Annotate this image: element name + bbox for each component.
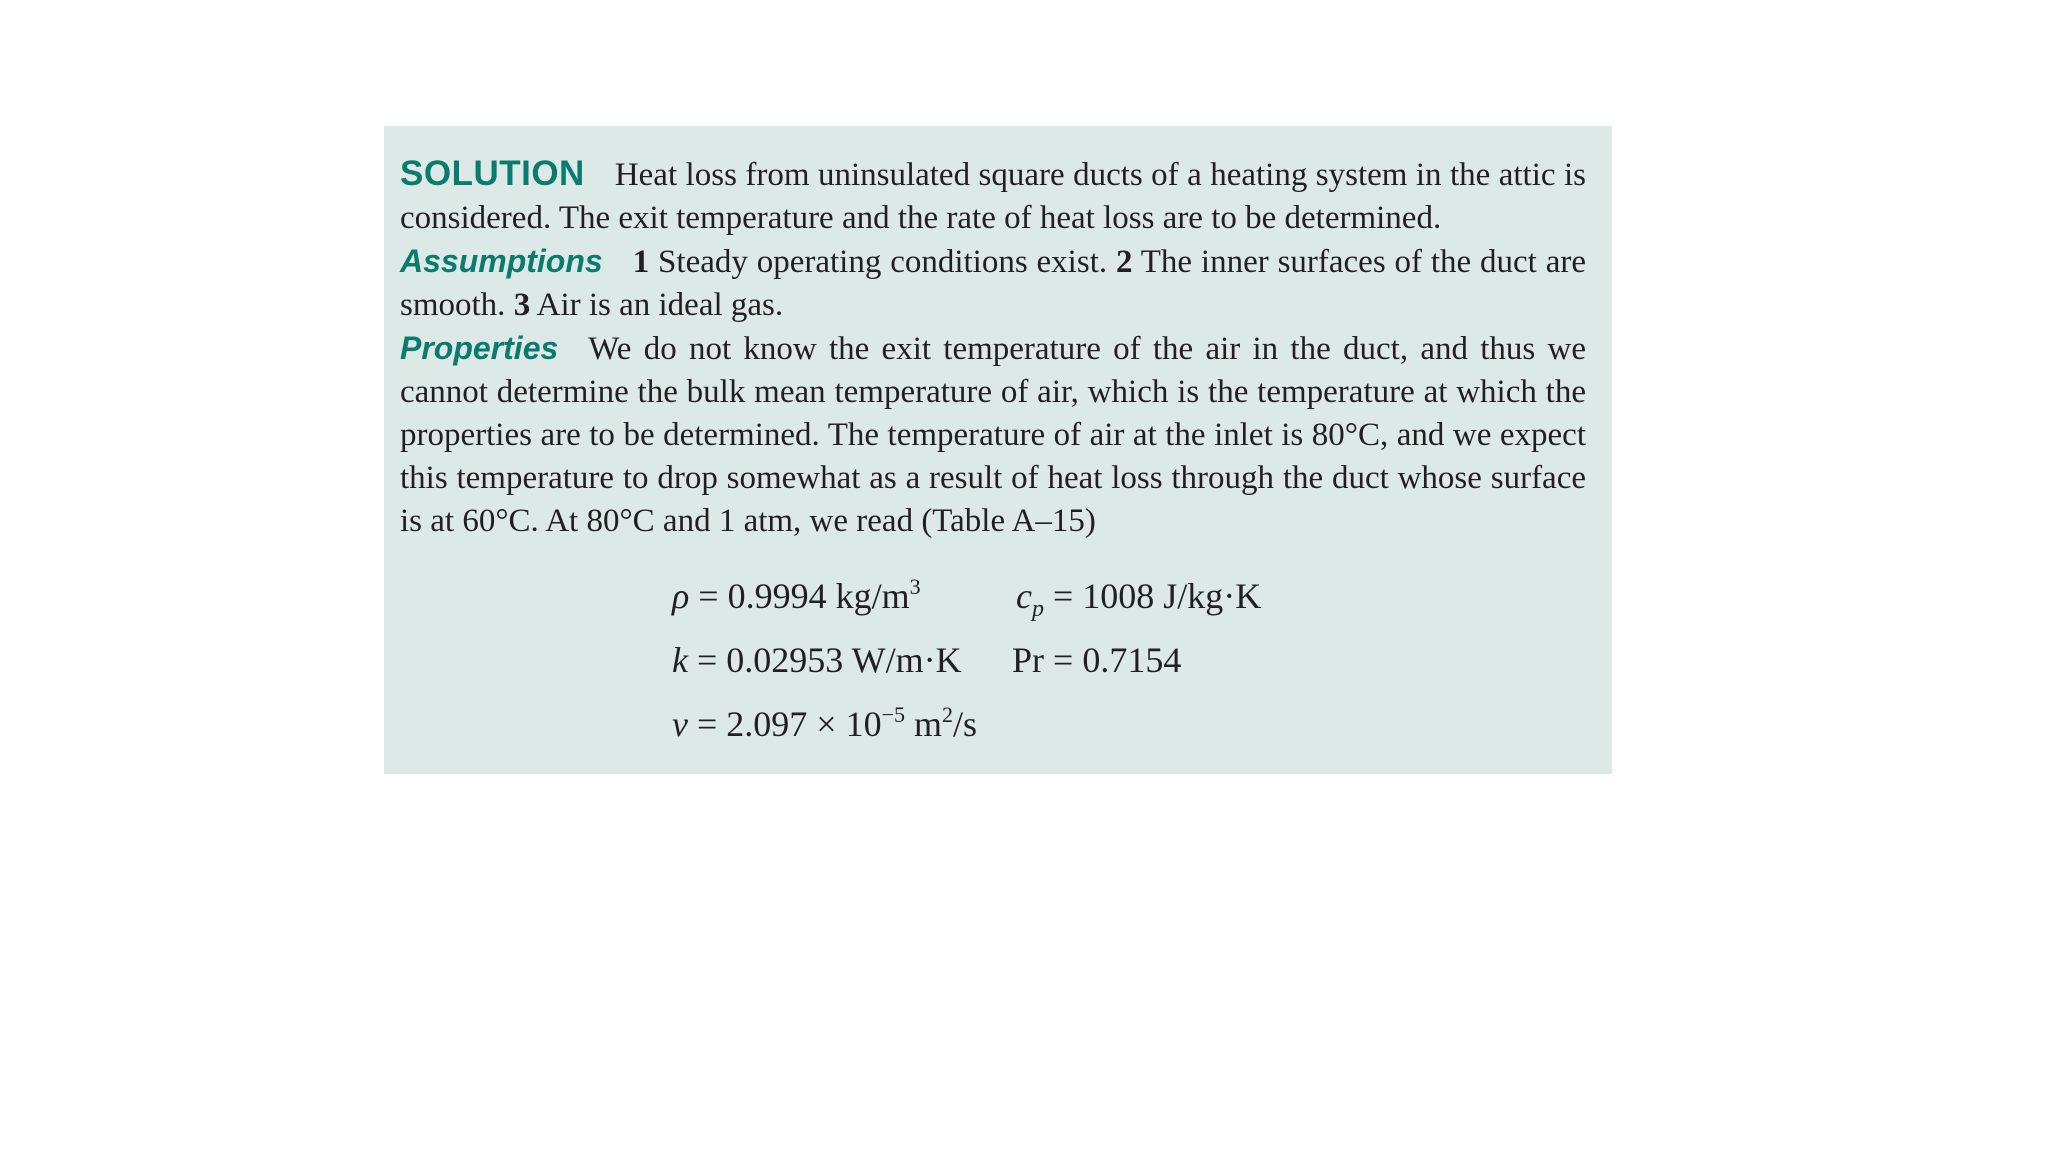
prandtl-equation: Pr = 0.7154 — [1012, 640, 1182, 680]
viscosity-equation: $\nu = 2.097 \times 10^{-5}$ $m^2/s$ — [672, 702, 978, 744]
properties-paragraph — [400, 327, 1586, 543]
solution-panel — [384, 126, 1612, 774]
specific-heat-equation: $c_p = 1008$ J/kg·K — [1016, 576, 1262, 622]
solution-text: Heat loss from uninsulated square ducts of a heating system in the attic is considered. The exit temperature and the rate of heat loss are to be determined. — [400, 157, 1586, 236]
density-equation: ρ = 0.9994 $kg/m^3$ — [672, 574, 921, 616]
properties-text: We do not know the exit temperature of the air in the duct, and thus we cannot determine the bulk mean temperature of air, which is the temperature at which the properties are to be determined. The temperature of air at the inlet is 80°C, and we expect this temperature to drop somewhat as a result of heat loss through the duct whose surface is at 60°C. At 80°C and 1 atm, we read (Table A–15) — [400, 331, 1586, 539]
conductivity-equation: k = 0.02953 W/m·K — [672, 640, 962, 680]
properties-heading: Properties — [400, 330, 559, 366]
assumption-number: 1 — [632, 244, 650, 280]
solution-heading: SOLUTION — [400, 154, 585, 193]
assumptions-heading: Assumptions — [400, 243, 603, 279]
assumption-number: 2 — [1115, 244, 1133, 280]
assumption-text: Steady operating conditions exist. — [649, 244, 1116, 280]
assumption-text: The inner surfaces of the duct are smooth. — [400, 244, 1586, 323]
solution-paragraph — [400, 152, 1586, 240]
assumption-text: Air is an ideal gas. — [530, 287, 784, 323]
assumptions-paragraph — [400, 240, 1586, 327]
assumption-number: 3 — [513, 287, 531, 323]
